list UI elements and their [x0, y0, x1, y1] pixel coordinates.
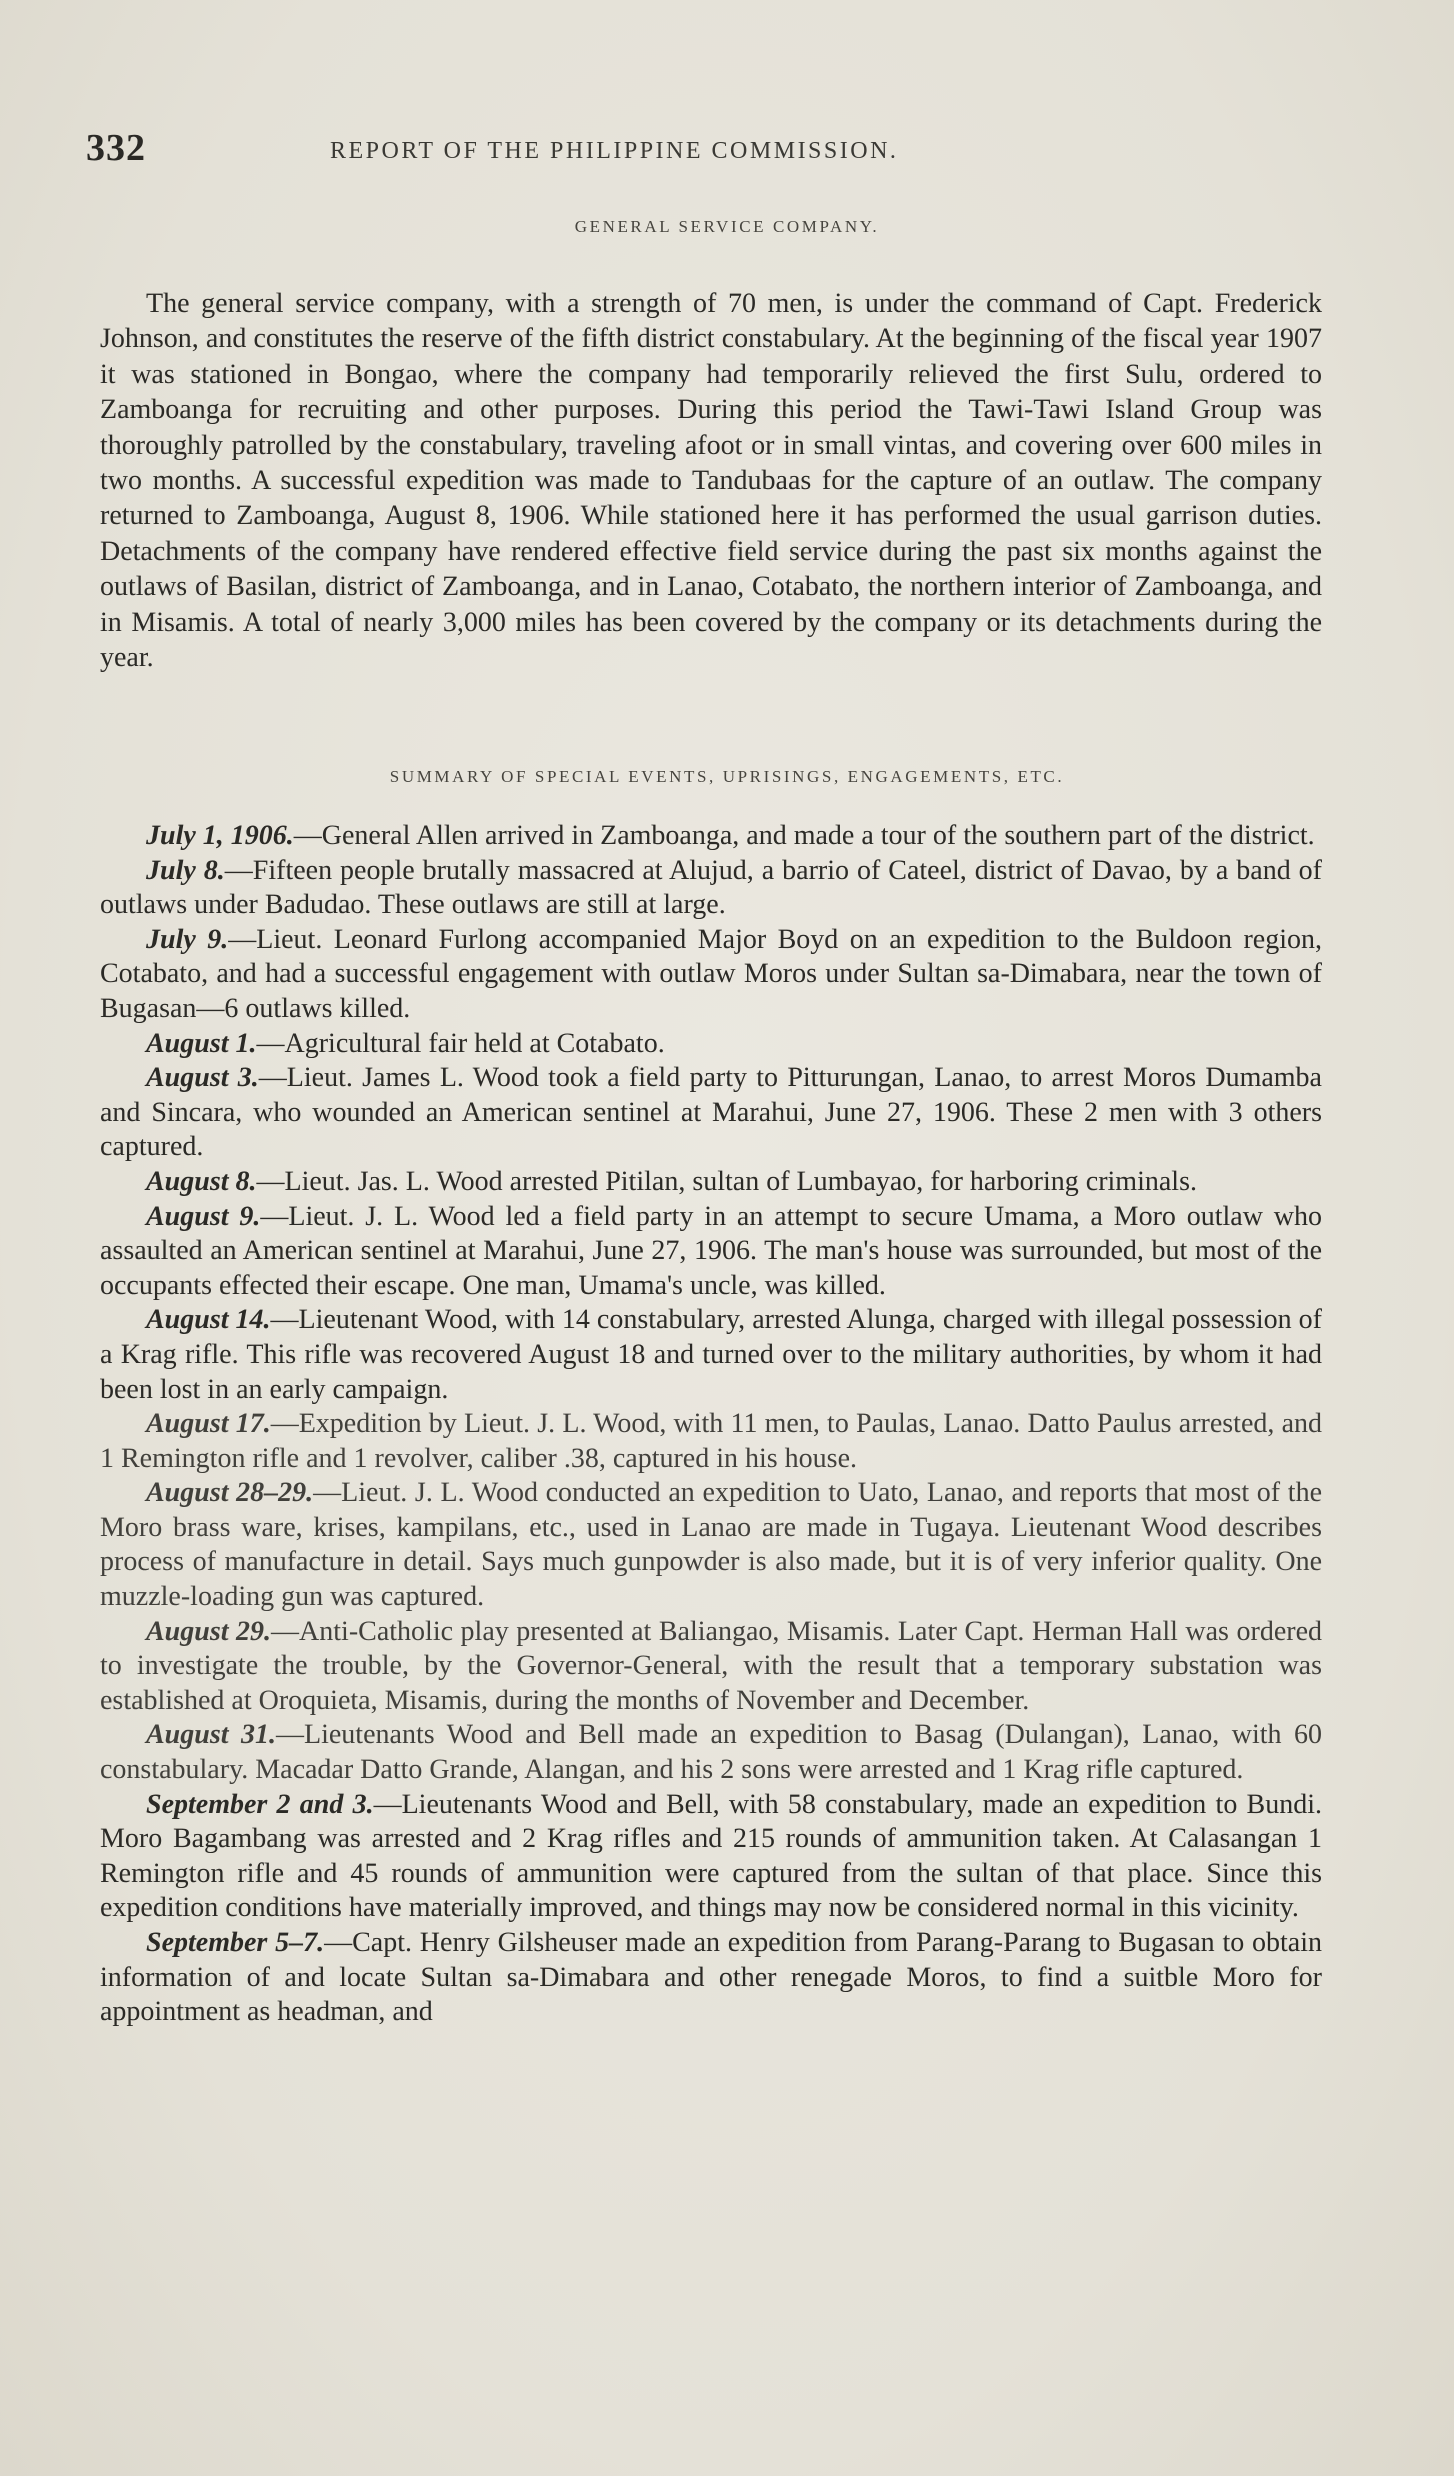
event-text: —Lieut. Jas. L. Wood arrested Pitilan, sultan of Lumbayao, for harboring criminals.	[256, 1165, 1197, 1197]
event-entry	[100, 1200, 1322, 1304]
event-entry	[100, 819, 1322, 854]
event-date: August 29.	[146, 1615, 272, 1647]
section-heading-summary: SUMMARY OF SPECIAL EVENTS, UPRISINGS, ENGAGEMENTS, ETC.	[389, 767, 1065, 786]
event-entry	[100, 1027, 1322, 1062]
event-date: July 8.	[146, 854, 225, 886]
event-text: —Lieut. James L. Wood took a field party to Pitturungan, Lanao, to arrest Moros Dumamba and Sincara, who wounded an American sentinel at Marahui, June 27, 1906. These 2 men with 3 others captured.	[100, 1062, 1322, 1163]
general-service-section	[100, 286, 1322, 675]
event-entry	[100, 1718, 1322, 1787]
event-text: —Lieut. Leonard Furlong accompanied Major Boyd on an expedition to the Buldoon region, Cotabato, and had a successful engagement with outlaw Moros under Sultan sa-Dimabara, near the town of Bugasan—6 outlaws killed.	[100, 923, 1322, 1024]
page-number: 332	[86, 127, 146, 169]
event-date: August 14.	[146, 1304, 271, 1336]
event-text: —Capt. Henry Gilsheuser made an expedition from Parang-Parang to Bugasan to obtain information of and locate Sultan sa-Dimabara and other renegade Moros, to find a suitble Moro for appointment as headman, and	[100, 1927, 1323, 2028]
event-entry	[100, 854, 1322, 923]
event-entry	[100, 1926, 1322, 2030]
page-header	[86, 126, 1346, 176]
event-date: September 5–7.	[146, 1927, 325, 1958]
event-date: July 9.	[146, 923, 229, 955]
general-service-paragraph: The general service company, with a strength of 70 men, is under the command of Capt. Frederick Johnson, and constitutes the reserve of the fifth district constabulary. At the beginning of the fiscal year 1907 it was stationed in Bongao, where the company had temporarily relieved the first Sulu, ordered to Zamboanga for recruiting and other purposes. During this period the Tawi-Tawi Island Group was thoroughly patrolled by the constabulary, traveling afoot or in small vintas, and covering over 600 miles in two months. A successful expedition was made to Tandubaas for the capture of an outlaw. The company returned to Zamboanga, August 8, 1906. While stationed here it has performed the usual garrison duties. Detachments of the company have rendered effective field service during the past six months against the outlaws of Basilan, district of Zamboanga, and in Lanao, Cotabato, the northern interior of Zamboanga, and in Misamis. A total of nearly 3,000 miles has been covered by the company or its detachments during the year.	[100, 288, 1322, 674]
event-text: —Agricultural fair held at Cotabato.	[256, 1027, 665, 1059]
event-text: —Lieutenants Wood and Bell made an expedition to Basag (Dulangan), Lanao, with 60 constabulary. Macadar Datto Grande, Alangan, and his 2 sons were arrested and 1 Krag rifle captured.	[100, 1719, 1322, 1786]
event-entry	[100, 1788, 1322, 1926]
section-heading-general-service: GENERAL SERVICE COMPANY.	[574, 217, 880, 236]
event-entry	[100, 1303, 1322, 1407]
event-date: August 8.	[146, 1165, 257, 1197]
event-date: August 28–29.	[146, 1477, 314, 1509]
event-date: August 31.	[146, 1719, 276, 1751]
event-text: —Fifteen people brutally massacred at Alujud, a barrio of Cateel, district of Davao, by a band of outlaws under Badudao. These outlaws are still at large.	[100, 854, 1322, 921]
event-text: —Lieutenants Wood and Bell, with 58 constabulary, made an expedition to Bundi. Moro Bagambang was arrested and 2 Krag rifles and 215 rounds of ammunition taken. At Calasangan 1 Remington rifle and 45 rounds of ammunition were captured from the sultan of that place. Since this expedition conditions have materially improved, and things may now be considered normal in this vicinity.	[100, 1788, 1322, 1924]
event-entry	[100, 923, 1322, 1027]
event-date: August 17.	[146, 1408, 271, 1440]
event-text: —Lieut. J. L. Wood conducted an expedition to Uato, Lanao, and reports that most of the Moro brass ware, krises, kampilans, etc., used in Lanao are made in Tugaya. Lieutenant Wood describes process of manufacture in detail. Says much gunpowder is also made, but it is of very inferior quality. One muzzle-loading gun was captured.	[100, 1477, 1322, 1613]
event-date: August 1.	[146, 1027, 257, 1059]
event-date: August 9.	[146, 1200, 261, 1232]
summary-events-list	[100, 819, 1322, 2030]
event-date: September 2 and 3.	[146, 1788, 374, 1820]
event-text: —Lieut. J. L. Wood led a field party in an attempt to secure Umama, a Moro outlaw who assaulted an American sentinel at Marahui, June 27, 1906. The man's house was surrounded, but most of the occupants effected their escape. One man, Umama's uncle, was killed.	[100, 1200, 1323, 1301]
event-date: July 1, 1906.	[146, 820, 294, 851]
running-head: REPORT OF THE PHILIPPINE COMMISSION.	[330, 138, 899, 164]
event-text: —Lieutenant Wood, with 14 constabulary, arrested Alunga, charged with illegal possession of a Krag rifle. This rifle was recovered August 18 and turned over to the military authorities, by whom it had been lost in an early campaign.	[100, 1304, 1322, 1405]
event-entry	[100, 1615, 1322, 1719]
event-entry	[100, 1061, 1322, 1165]
event-entry	[100, 1165, 1322, 1200]
event-entry	[100, 1407, 1322, 1476]
event-text: —Expedition by Lieut. J. L. Wood, with 11 men, to Paulas, Lanao. Datto Paulus arrested, and 1 Remington rifle and 1 revolver, caliber .38, captured in his house.	[100, 1408, 1322, 1474]
event-text: —General Allen arrived in Zamboanga, and made a tour of the southern part of the district.	[293, 820, 1315, 851]
event-date: August 3.	[146, 1062, 259, 1094]
event-text: —Anti-Catholic play presented at Baliangao, Misamis. Later Capt. Herman Hall was ordered to investigate the trouble, by the Governor-General, with the result that a temporary substation was established at Oroquieta, Misamis, during the months of November and December.	[100, 1615, 1322, 1716]
event-entry	[100, 1476, 1322, 1614]
